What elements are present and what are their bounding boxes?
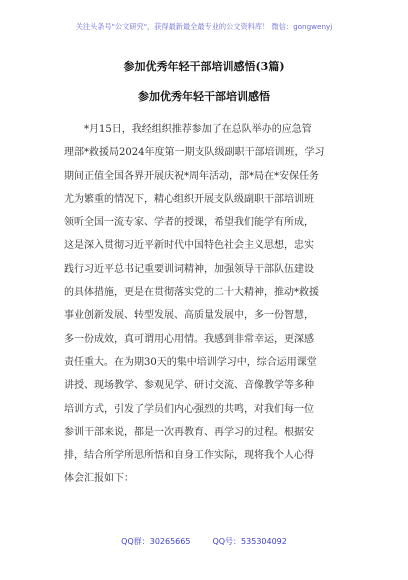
header-promo-note: 关注头条号"公文研究"，获得最新最全最专业的公文资料库！ 微信：gongwenyj [75,22,333,31]
footer-qq-number: QQ号：535304092 [212,537,287,546]
body-line: 排，结合所学所思所悟和自身工作实际，现将我个人心得 [64,450,314,462]
body-line: 责任重大。在为期30天的集中培训学习中，综合运用课堂 [64,356,317,368]
body-line: 事业创新发展、转型发展、高质量发展中，多一份智慧， [64,310,314,322]
footer-contact [0,536,408,547]
body-line: 理部*救援局2024年度第一期支队级副职干部培训班，学习 [64,147,325,159]
body-line: *月15日，我经组织推荐参加了在总队举办的应急管 [84,124,312,135]
body-line: 践行习近平总书记重要训词精神，加强领导干部队伍建设 [64,263,314,275]
body-line: 体会汇报如下： [64,473,134,485]
body-paragraph [64,118,352,491]
body-line: 期间正值全国各界开展庆祝*周年活动，部*局在*安保任务 [64,170,319,182]
body-line: 这是深入贯彻习近平新时代中国特色社会主义思想，忠实 [64,240,314,252]
body-line: 讲授、现场教学、参观见学、研讨交流、音像教学等多种 [64,380,314,392]
body-line: 尤为繁重的情况下，精心组织开展支队级副职干部培训班 [64,193,314,205]
body-line: 的具体措施，更是在贯彻落实党的二十大精神，推动*救援 [64,287,319,299]
document-subtitle: 参加优秀年轻干部培训感悟 [138,90,270,103]
body-line: 培训方式，引发了学员们内心强烈的共鸣，对我们每一位 [64,403,314,415]
body-line: 参训干部来说，都是一次再教育、再学习的过程。根据安 [64,426,314,438]
footer-qq-group: QQ群：30265665 [121,537,191,546]
body-line: 多一份成效，真可谓用心用情。我感到非常幸运，更深感 [64,333,314,345]
body-line: 领听全国一流专家、学者的授课，希望我们能学有所成， [64,217,314,229]
document-title: 参加优秀年轻干部培训感悟(3篇) [123,60,285,73]
